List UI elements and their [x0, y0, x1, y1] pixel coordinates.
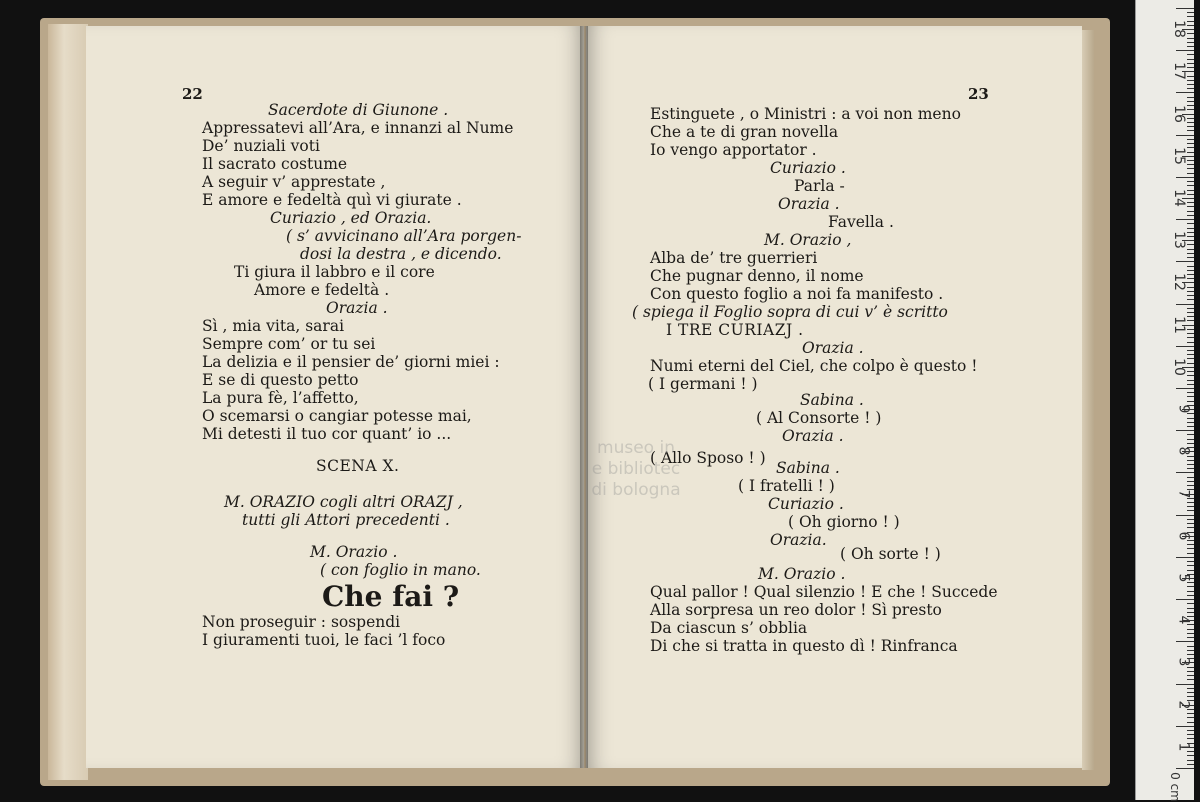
- ruler-tick: [1187, 603, 1194, 604]
- verse-line: Io vengo apportator .: [650, 141, 817, 159]
- verse-line: Favella .: [828, 213, 894, 231]
- verse-line: Numi eterni del Ciel, che colpo è questo !: [650, 357, 978, 375]
- verse-line: De’ nuziali voti: [202, 137, 320, 155]
- ruler-tick: [1176, 726, 1194, 727]
- stage-direction: dosi la destra , e dicendo.: [300, 245, 502, 263]
- ruler-tick: [1187, 109, 1194, 110]
- ruler-tick: [1187, 502, 1194, 503]
- verse-line: ( I germani ! ): [648, 375, 758, 393]
- speaker-heading: Curiazio .: [770, 159, 846, 177]
- ruler-tick: [1187, 168, 1194, 169]
- ruler-tick: [1187, 434, 1194, 435]
- ruler-tick: [1187, 760, 1194, 761]
- ruler-tick: [1187, 358, 1194, 359]
- ruler-tick: [1187, 42, 1194, 43]
- ruler-number: 1: [1175, 742, 1192, 752]
- ruler-tick: [1187, 223, 1194, 224]
- speaker-heading: Curiazio .: [768, 495, 844, 513]
- ruler-tick: [1187, 38, 1194, 39]
- ruler-tick: [1187, 202, 1194, 203]
- page-edges-right: [1082, 30, 1094, 770]
- right-page-number: 23: [968, 85, 989, 103]
- ruler-tick: [1187, 375, 1194, 376]
- ruler-tick: [1187, 401, 1194, 402]
- ruler-tick: [1187, 650, 1194, 651]
- verse-line: Sempre com’ or tu sei: [202, 335, 376, 353]
- ruler-number: 11: [1171, 315, 1188, 334]
- ruler-tick: [1187, 337, 1194, 338]
- ruler-tick: [1187, 426, 1194, 427]
- ruler-tick: [1187, 380, 1194, 381]
- verse-line: O scemarsi o cangiar potesse mai,: [202, 407, 472, 425]
- ruler-tick: [1187, 266, 1194, 267]
- verse-line: Parla -: [794, 177, 845, 195]
- ruler-tick: [1187, 122, 1194, 123]
- ruler-tick: [1187, 667, 1194, 668]
- speaker-heading: Orazia .: [778, 195, 840, 213]
- ruler-tick: [1187, 295, 1194, 296]
- ruler-tick: [1187, 333, 1194, 334]
- ruler-tick: [1187, 185, 1194, 186]
- ruler-tick: [1187, 80, 1194, 81]
- ruler-tick: [1187, 671, 1194, 672]
- ruler-number: 8: [1175, 446, 1192, 456]
- ruler-tick: [1187, 88, 1194, 89]
- ruler-tick: [1187, 173, 1194, 174]
- ruler-tick: [1176, 8, 1194, 9]
- ruler-tick: [1187, 236, 1194, 237]
- speaker-heading: M. Orazio .: [310, 543, 398, 561]
- verse-line: Mi detesti il tuo cor quant’ io ...: [202, 425, 452, 443]
- verse-line: ( Oh sorte ! ): [840, 545, 941, 563]
- verse-line: Qual pallor ! Qual silenzio ! E che ! Succede: [650, 583, 998, 601]
- ruler-tick: [1187, 679, 1194, 680]
- ruler-tick: [1187, 464, 1194, 465]
- ruler-tick: [1187, 249, 1194, 250]
- ruler-tick: [1187, 270, 1194, 271]
- ruler-number: 6: [1175, 531, 1192, 541]
- ruler-tick: [1176, 177, 1194, 178]
- left-page: [86, 26, 584, 768]
- ruler-tick: [1187, 76, 1194, 77]
- ruler-tick: [1187, 713, 1194, 714]
- verse-line: Di che si tratta in questo dì ! Rinfranca: [650, 637, 958, 655]
- verse-line: Da ciascun s’ obblia: [650, 619, 808, 637]
- speaker-heading: Orazia .: [326, 299, 388, 317]
- ruler-tick: [1187, 320, 1194, 321]
- stage-direction: ( s’ avvicinano all’Ara porgen-: [286, 227, 522, 245]
- stage-direction: tutti gli Attori precedenti .: [242, 511, 450, 529]
- ruler-tick: [1187, 164, 1194, 165]
- ruler-tick: [1187, 730, 1194, 731]
- verse-line: ( I fratelli ! ): [738, 477, 835, 495]
- ruler-tick: [1187, 717, 1194, 718]
- ruler-tick: [1176, 346, 1194, 347]
- ruler-tick: [1187, 46, 1194, 47]
- ruler-tick: [1187, 688, 1194, 689]
- ruler-number: 2: [1175, 700, 1192, 710]
- ruler-tick: [1176, 304, 1194, 305]
- ruler-number: 13: [1171, 231, 1188, 250]
- ruler-tick: [1187, 181, 1194, 182]
- ruler-tick: [1187, 654, 1194, 655]
- ruler-tick: [1187, 363, 1194, 364]
- stage-direction: ( spiega il Foglio sopra di cui v’ è scritto: [632, 303, 948, 321]
- ruler-tick: [1187, 21, 1194, 22]
- ruler-tick: [1187, 206, 1194, 207]
- verse-line: Sì , mia vita, sarai: [202, 317, 345, 335]
- ruler-tick: [1176, 557, 1194, 558]
- ruler-number: 5: [1175, 573, 1192, 583]
- ruler-tick: [1187, 143, 1194, 144]
- ruler-number: 4: [1175, 615, 1192, 625]
- ruler-tick: [1187, 190, 1194, 191]
- ruler-tick: [1187, 734, 1194, 735]
- ruler-tick: [1176, 599, 1194, 600]
- ruler-tick: [1187, 439, 1194, 440]
- ruler-tick: [1176, 472, 1194, 473]
- ruler-tick: [1187, 468, 1194, 469]
- ruler-tick: [1187, 553, 1194, 554]
- ruler-tick: [1187, 477, 1194, 478]
- measuring-ruler: [1135, 0, 1194, 800]
- ruler-tick: [1187, 675, 1194, 676]
- right-page: [586, 26, 1082, 768]
- ruler-tick: [1187, 25, 1194, 26]
- ruler-tick: [1176, 50, 1194, 51]
- ruler-tick: [1187, 257, 1194, 258]
- page-edges-left: [48, 24, 88, 780]
- ruler-tick: [1187, 548, 1194, 549]
- ruler-tick: [1187, 211, 1194, 212]
- watermark-line: di bologna: [591, 480, 681, 500]
- ruler-tick: [1187, 118, 1194, 119]
- verse-line: Alla sorpresa un reo dolor ! Sì presto: [650, 601, 942, 619]
- ruler-number: 18: [1171, 20, 1188, 39]
- ruler-tick: [1187, 139, 1194, 140]
- ruler-tick: [1187, 629, 1194, 630]
- stage-direction: M. ORAZIO cogli altri ORAZJ ,: [224, 493, 463, 511]
- ruler-tick: [1187, 54, 1194, 55]
- ruler-tick: [1187, 105, 1194, 106]
- ruler-tick: [1187, 152, 1194, 153]
- verse-line: Non proseguir : sospendi: [202, 613, 401, 631]
- speaker-heading: Orazia .: [782, 427, 844, 445]
- book-gutter: [580, 26, 588, 768]
- verse-line: I giuramenti tuoi, le faci ’l foco: [202, 631, 446, 649]
- ruler-tick: [1187, 147, 1194, 148]
- ruler-tick: [1187, 413, 1194, 414]
- ruler-tick: [1176, 684, 1194, 685]
- verse-line: Alba de’ tre guerrieri: [650, 249, 818, 267]
- ruler-tick: [1187, 755, 1194, 756]
- ruler-tick: [1187, 215, 1194, 216]
- ruler-tick: [1187, 392, 1194, 393]
- watermark-line: museo in: [597, 438, 675, 458]
- speaker-heading: Curiazio , ed Orazia.: [270, 209, 432, 227]
- verse-line: Che a te di gran novella: [650, 123, 839, 141]
- ruler-number: 9: [1175, 404, 1192, 414]
- ruler-tick: [1187, 194, 1194, 195]
- verse-line: ( Oh giorno ! ): [788, 513, 900, 531]
- ruler-tick: [1187, 565, 1194, 566]
- ruler-tick: [1187, 527, 1194, 528]
- ruler-tick: [1187, 443, 1194, 444]
- ruler-tick: [1176, 219, 1194, 220]
- verse-line: Appressatevi all’Ara, e innanzi al Nume: [202, 119, 514, 137]
- verse-line: E se di questo petto: [202, 371, 359, 389]
- ruler-number: 12: [1171, 273, 1188, 292]
- ruler-tick: [1187, 510, 1194, 511]
- ruler-tick: [1187, 481, 1194, 482]
- verse-line: Il sacrato costume: [202, 155, 348, 173]
- ruler-tick: [1187, 350, 1194, 351]
- ruler-tick: [1187, 232, 1194, 233]
- ruler-tick: [1176, 261, 1194, 262]
- verse-line: ( Al Consorte ! ): [756, 409, 882, 427]
- ruler-tick: [1187, 316, 1194, 317]
- ruler-tick: [1187, 612, 1194, 613]
- verse-line: A seguir v’ apprestate ,: [202, 173, 386, 191]
- ruler-tick: [1176, 430, 1194, 431]
- ruler-tick: [1187, 544, 1194, 545]
- ruler-tick: [1187, 519, 1194, 520]
- speaker-heading: Orazia .: [802, 339, 864, 357]
- drop-cap-line: Che fai ?: [322, 580, 460, 613]
- ruler-tick: [1187, 228, 1194, 229]
- ruler-tick: [1187, 101, 1194, 102]
- ruler-number: 17: [1171, 62, 1188, 81]
- ruler-tick: [1176, 388, 1194, 389]
- ruler-tick: [1187, 299, 1194, 300]
- ruler-tick: [1187, 646, 1194, 647]
- ruler-tick: [1187, 371, 1194, 372]
- ruler-tick: [1176, 135, 1194, 136]
- ruler-tick: [1176, 515, 1194, 516]
- scene-heading: SCENA X.: [316, 457, 400, 475]
- ruler-tick: [1187, 633, 1194, 634]
- watermark-line: e bibliotec: [591, 459, 681, 479]
- ruler-tick: [1187, 384, 1194, 385]
- ruler-number: 14: [1171, 189, 1188, 207]
- speaker-heading: M. Orazio ,: [764, 231, 852, 249]
- ruler-tick: [1187, 97, 1194, 98]
- ruler-tick: [1187, 418, 1194, 419]
- left-page-number: 22: [182, 85, 203, 103]
- speaker-heading: Orazia.: [770, 531, 827, 549]
- ruler-tick: [1187, 422, 1194, 423]
- verse-line: La pura fè, l’affetto,: [202, 389, 359, 407]
- ruler-tick: [1187, 312, 1194, 313]
- ruler-tick: [1187, 342, 1194, 343]
- verse-line: Estinguete , o Ministri : a voi non meno: [650, 105, 961, 123]
- ruler-tick: [1187, 485, 1194, 486]
- ruler-tick: [1187, 608, 1194, 609]
- ruler-number: 10: [1171, 357, 1188, 376]
- verse-line: Amore e fedeltà .: [254, 281, 390, 299]
- ruler-tick: [1187, 253, 1194, 254]
- ruler-tick: [1187, 308, 1194, 309]
- ruler-tick: [1187, 637, 1194, 638]
- speaker-heading: Sabina .: [800, 391, 864, 409]
- ruler-tick: [1187, 624, 1194, 625]
- verse-line: E amore e fedeltà quì vi giurate .: [202, 191, 462, 209]
- watermark: [536, 438, 736, 501]
- ruler-tick: [1187, 291, 1194, 292]
- ruler-tick: [1187, 523, 1194, 524]
- ruler-tick: [1187, 329, 1194, 330]
- ruler-number: 3: [1175, 657, 1192, 667]
- verse-line: Con questo foglio a noi fa manifesto .: [650, 285, 944, 303]
- ruler-tick: [1187, 84, 1194, 85]
- ruler-tick: [1187, 274, 1194, 275]
- speaker-heading: Sacerdote di Giunone .: [268, 101, 449, 119]
- ruler-tick: [1187, 130, 1194, 131]
- ruler-number: 16: [1171, 104, 1188, 123]
- ruler-tick: [1187, 354, 1194, 355]
- verse-line: La delizia e il pensier de’ giorni miei :: [202, 353, 500, 371]
- ruler-tick: [1187, 696, 1194, 697]
- ruler-number: 15: [1171, 146, 1188, 165]
- stage-direction: ( con foglio in mano.: [320, 561, 481, 579]
- ruler-tick: [1187, 460, 1194, 461]
- verse-line: Che pugnar denno, il nome: [650, 267, 864, 285]
- ruler-tick: [1187, 244, 1194, 245]
- ruler-tick: [1176, 768, 1194, 769]
- stage-direction: I TRE CURIAZJ .: [666, 321, 804, 339]
- ruler-tick: [1187, 63, 1194, 64]
- ruler-tick: [1187, 764, 1194, 765]
- ruler-tick: [1187, 586, 1194, 587]
- ruler-tick: [1176, 92, 1194, 93]
- ruler-tick: [1187, 692, 1194, 693]
- ruler-tick: [1187, 16, 1194, 17]
- verse-line: Ti giura il labbro e il core: [234, 263, 435, 281]
- ruler-tick: [1187, 506, 1194, 507]
- ruler-tick: [1187, 33, 1194, 34]
- ruler-tick: [1187, 126, 1194, 127]
- ruler-tick: [1187, 595, 1194, 596]
- ruler-number: 7: [1175, 489, 1192, 499]
- ruler-tick: [1187, 570, 1194, 571]
- ruler-tick: [1187, 722, 1194, 723]
- ruler-unit-label: 0 cm: [1168, 772, 1183, 802]
- verse-line: [322, 580, 460, 613]
- ruler-tick: [1187, 396, 1194, 397]
- speaker-heading: Sabina .: [776, 459, 840, 477]
- ruler-tick: [1187, 591, 1194, 592]
- ruler-tick: [1187, 59, 1194, 60]
- ruler-tick: [1187, 12, 1194, 13]
- ruler-tick: [1187, 287, 1194, 288]
- ruler-tick: [1187, 561, 1194, 562]
- verse-line: ( Allo Sposo ! ): [650, 449, 766, 467]
- ruler-tick: [1187, 456, 1194, 457]
- speaker-heading: M. Orazio .: [758, 565, 846, 583]
- ruler-tick: [1176, 641, 1194, 642]
- ruler-tick: [1187, 160, 1194, 161]
- ruler-tick: [1187, 67, 1194, 68]
- ruler-tick: [1187, 738, 1194, 739]
- ruler-tick: [1187, 278, 1194, 279]
